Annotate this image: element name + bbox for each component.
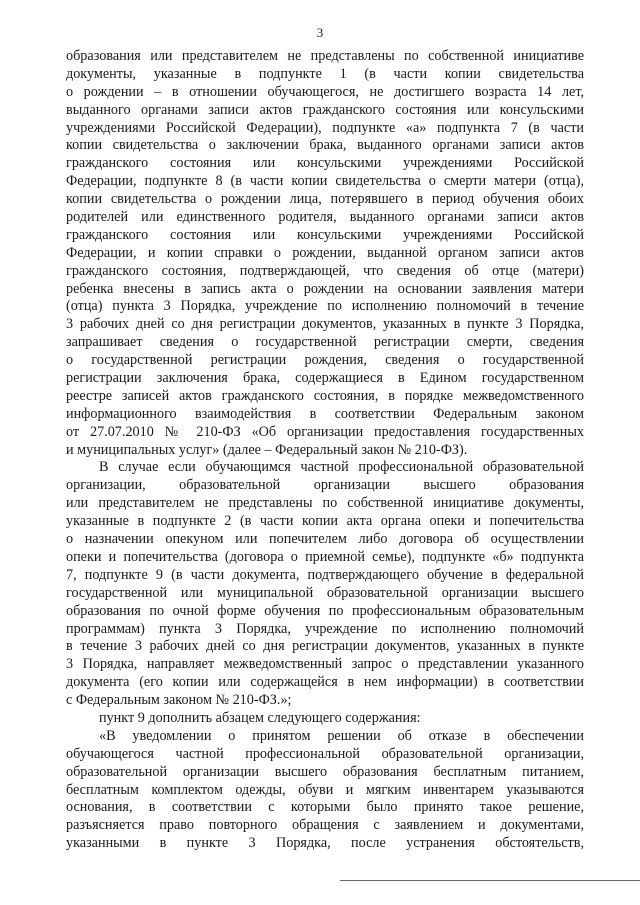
text-line: разъясняется право повторного обращения с заявлением и документами, [66,817,584,834]
text-line: 3 Порядка, направляет межведомственный запрос о представлении указанного [66,656,584,673]
text-line: образования по очной форме обучения по профессиональным образовательным [66,602,584,619]
text-line: обучающегося частной профессиональной образовательной организации, [66,745,584,762]
page-number: 3 [316,25,324,40]
text-line: копии свидетельства о заключении брака, выданного органами записи актов [66,137,584,154]
text-line: 3 рабочих дней со дня регистрации документов, указанных в пункте 3 Порядка, [66,316,584,333]
text-line: реестре записей актов гражданского состояния, в порядке межведомственного [66,387,584,404]
text-line: опеки и попечительства (договора о приемной семье), подпункте «б» подпункта [66,548,584,565]
text-line: государственной или муниципальной образовательной организации высшего [66,584,584,601]
bottom-rule [340,880,640,881]
document-body [66,48,584,853]
text-line: и муниципальных услуг» (далее – Федеральный закон № 210-ФЗ). [66,441,468,458]
text-line: пункт 9 дополнить абзацем следующего содержания: [99,709,421,726]
text-line: организации, образовательной организации высшего образования [66,477,584,494]
text-line: образования или представителем не представлены по собственной инициативе [66,48,584,64]
text-line: гражданского состояния, подтверждающей, что сведения об отце (матери) [66,262,584,279]
text-line: основания, в соответствии с которыми было принято такое решение, [66,799,584,816]
text-line: о назначении опекуном или попечителем либо договора об осуществлении [66,531,584,548]
text-line: от 27.07.2010 № 210-ФЗ «Об организации предоставления государственных [66,423,584,440]
text-line: о государственной регистрации рождения, сведения о государственной [66,352,584,369]
text-line: гражданского состояния или консульскими учреждениями Российской [66,155,584,172]
text-line: в течение 3 рабочих дней со дня регистрации документов, указанных в пункте [66,638,584,655]
text-line: регистрации заключения брака, содержащиеся в Едином государственном [66,370,584,387]
text-line: гражданского состояния или консульскими учреждениями Российской [66,226,584,243]
text-line: выданного органами записи актов гражданского состояния или консульскими [66,101,584,118]
text-line: Федерации, подпункте 8 (в части копии свидетельства о смерти матери (отца), [66,173,584,190]
text-line: информационного взаимодействия в соответствии Федеральным законом [66,405,584,422]
text-line: Федерации, и копии справки о рождении, выданной органом записи актов [66,244,584,261]
text-line: запрашивает сведения о государственной регистрации смерти, сведения [66,334,584,351]
text-line: учреждениями Российской Федерации), подпункте «а» подпункта 7 (в части [66,119,584,136]
text-line: указанные в подпункте 2 (в части копии акта органа опеки и попечительства [66,513,584,530]
text-line: (отца) пункта 3 Порядка, учреждение по исполнению полномочий в течение [66,298,584,315]
text-line: бесплатным комплектом одежды, обуви и мягким инвентарем указываются [66,781,584,798]
text-line: В случае если обучающимся частной профессиональной образовательной [99,459,584,476]
text-line: указанными в пункте 3 Порядка, после устранения обстоятельств, [66,835,584,852]
text-line: с Федеральным законом № 210-ФЗ.»; [66,692,292,709]
text-line: программам) пункта 3 Порядка, учреждение по исполнению полномочий [66,620,584,637]
text-line: или представителем не представлены по собственной инициативе документы, [66,495,584,512]
text-line: образовательной организации высшего образования бесплатным питанием, [66,763,584,780]
text-line: документы, указанные в подпункте 1 (в части копии свидетельства [66,65,584,82]
text-line: 7, подпункте 9 (в части документа, подтверждающего обучение в федеральной [66,566,584,583]
text-line: родителей или единственного родителя, выданного органами записи актов [66,209,584,226]
text-line: ребенка внесены в запись акта о рождении на основании заявления матери [66,280,584,297]
text-line: копии свидетельства о рождении лица, потерявшего в период обучения обоих [66,191,584,208]
text-line: документа (его копии или содержащейся в нем информации) в соответствии [66,674,584,691]
text-line: о рождении – в отношении обучающегося, не достигшего возраста 14 лет, [66,83,584,100]
text-line: «В уведомлении о принятом решении об отказе в обеспечении [99,727,584,744]
